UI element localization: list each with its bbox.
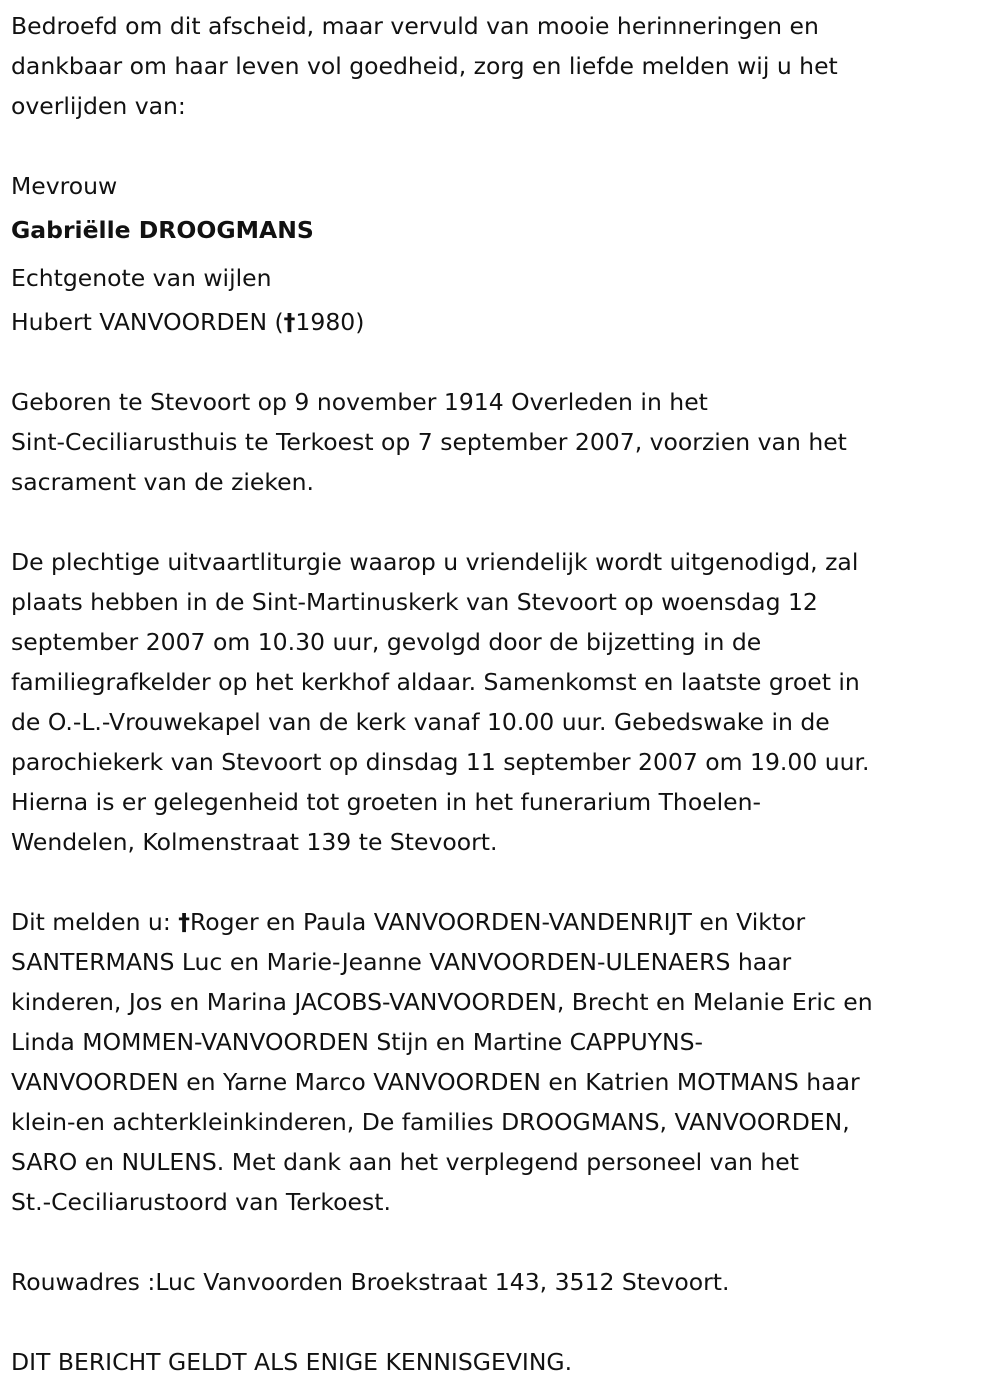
relation: Echtgenote van wijlen <box>11 264 272 292</box>
text-line: VANVOORDEN en Yarne Marco VANVOORDEN en Katrien MOTMANS haar <box>11 1068 860 1096</box>
text-line: Geboren te Stevoort op 9 november 1914 Overleden in het <box>11 388 708 416</box>
text-line: dankbaar om haar leven vol goedheid, zorg en liefde melden wij u het <box>11 52 838 80</box>
cross-icon: † <box>178 908 190 936</box>
spouse <box>11 302 1000 342</box>
text-line: kinderen, Jos en Marina JACOBS-VANVOORDEN, Brecht en Melanie Eric en <box>11 988 873 1016</box>
text-line: Sint-Ceciliarusthuis te Terkoest op 7 september 2007, voorzien van het <box>11 428 847 456</box>
text-line: Hierna is er gelegenheid tot groeten in het funerarium Thoelen- <box>11 788 762 816</box>
notice: DIT BERICHT GELDT ALS ENIGE KENNISGEVING. <box>11 1348 573 1376</box>
text-line: De plechtige uitvaartliturgie waarop u vriendelijk wordt uitgenodigd, zal <box>11 548 859 576</box>
cross-icon: † <box>283 308 296 336</box>
text-line: Linda MOMMEN-VANVOORDEN Stijn en Martine CAPPUYNS- <box>11 1028 703 1056</box>
deceased-name: Gabriëlle DROOGMANS <box>11 216 314 244</box>
text-line: de O.-L.-Vrouwekapel van de kerk vanaf 10.00 uur. Gebedswake in de <box>11 708 830 736</box>
text-line: plaats hebben in de Sint-Martinuskerk van Stevoort op woensdag 12 <box>11 588 818 616</box>
text-line: familiegrafkelder op het kerkhof aldaar. Samenkomst en laatste groet in <box>11 668 860 696</box>
deceased-block <box>11 166 1000 342</box>
text-line: St.-Ceciliarustoord van Terkoest. <box>11 1188 391 1216</box>
spouse-year: 1980) <box>295 308 365 336</box>
text-line: klein-en achterkleinkinderen, De families DROOGMANS, VANVOORDEN, <box>11 1108 850 1136</box>
family-first-line: Roger en Paula VANVOORDEN-VANDENRIJT en Viktor <box>189 908 806 936</box>
funeral-paragraph <box>11 542 1000 862</box>
spouse-name: Hubert VANVOORDEN ( <box>11 308 284 336</box>
text-line: Wendelen, Kolmenstraat 139 te Stevoort. <box>11 828 498 856</box>
text-line: sacrament van de zieken. <box>11 468 314 496</box>
text-line <box>11 902 1000 942</box>
mourning-address: Rouwadres :Luc Vanvoorden Broekstraat 143, 3512 Stevoort. <box>11 1268 730 1296</box>
text-line: Bedroefd om dit afscheid, maar vervuld van mooie herinneringen en <box>11 12 819 40</box>
birth-death-paragraph <box>11 382 1000 502</box>
text-line: SARO en NULENS. Met dank aan het verplegend personeel van het <box>11 1148 799 1176</box>
family-paragraph <box>11 902 1000 1222</box>
text-line: SANTERMANS Luc en Marie-Jeanne VANVOORDEN-ULENAERS haar <box>11 948 792 976</box>
text-line: overlijden van: <box>11 92 186 120</box>
intro-paragraph <box>11 6 1000 126</box>
salutation: Mevrouw <box>11 172 118 200</box>
family-prefix: Dit melden u: <box>11 908 179 936</box>
text-line: september 2007 om 10.30 uur, gevolgd door de bijzetting in de <box>11 628 762 656</box>
text-line: parochiekerk van Stevoort op dinsdag 11 september 2007 om 19.00 uur. <box>11 748 870 776</box>
